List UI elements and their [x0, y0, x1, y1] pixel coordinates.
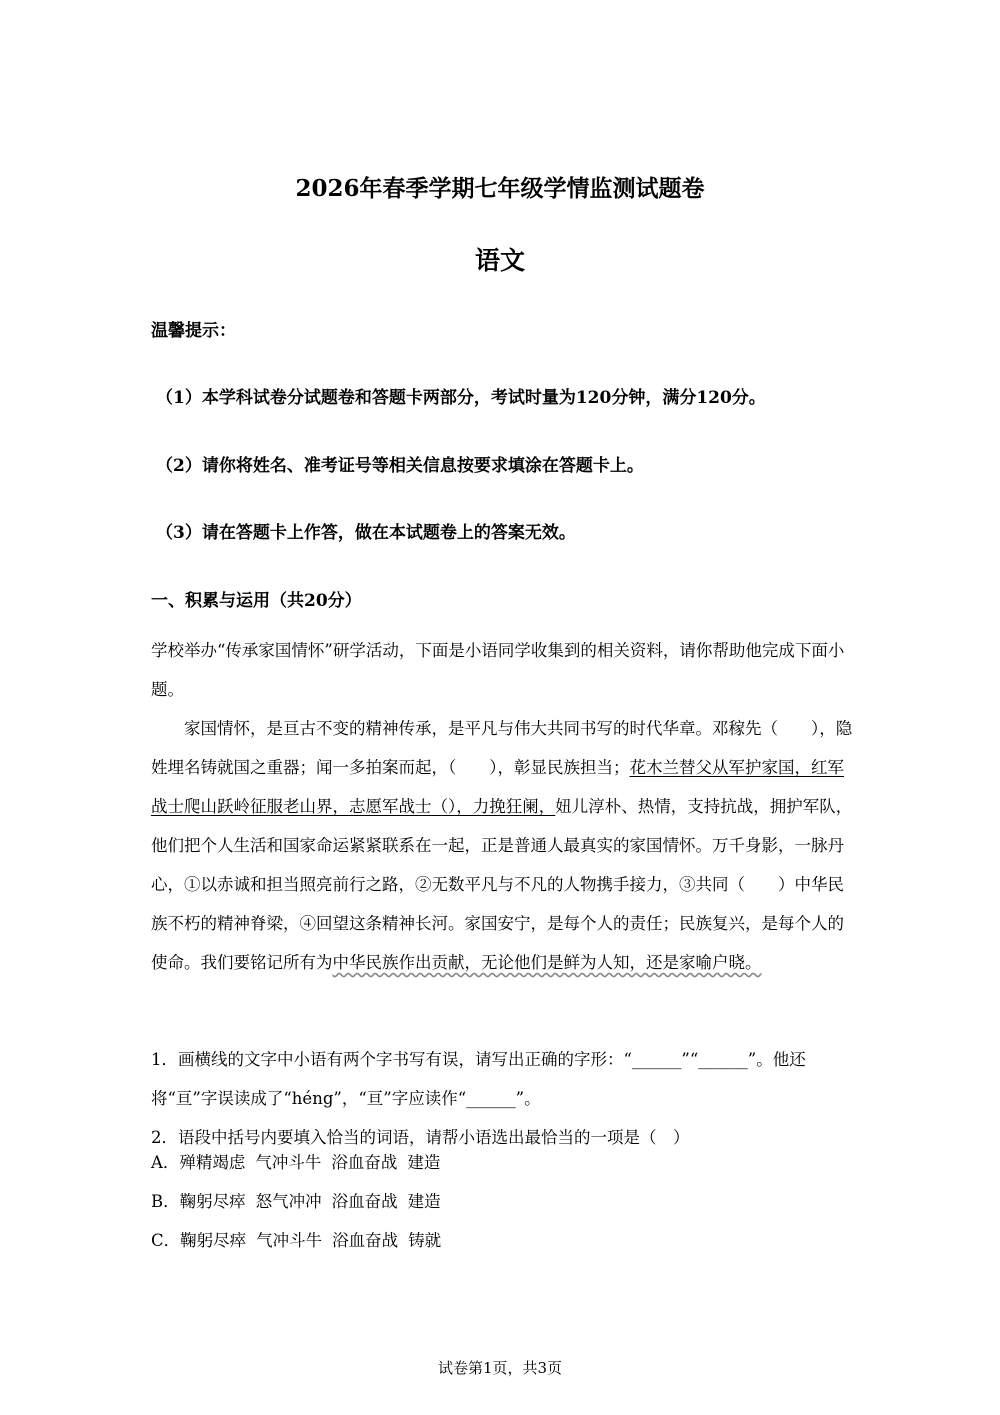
- tip-item-3: （3）请在答题卡上作答，做在本试题卷上的答案无效。: [156, 523, 576, 543]
- exam-title: 2026年春季学期七年级学情监测试题卷: [295, 175, 705, 202]
- intro-text: 学校举办“传承家国情怀”研学活动，下面是小语同学收集到的相关资料，请你帮助他完成下面小题。: [151, 641, 845, 699]
- passage-wavy: 中华民族作出贡献，无论他们是鲜为人知，还是家喻户晓。: [332, 953, 762, 972]
- section-heading: 一、积累与运用（共20分）: [151, 591, 362, 611]
- option-b[interactable]: [151, 1188, 451, 1212]
- option-word: 殚精竭虑: [179, 1153, 246, 1172]
- passage-part-1: 家国情怀，是亘古不变的精神传承，是平凡与伟大共同书写的时代华章。邓稼先（ ），隐姓埋名铸就国之重器；闻一多拍案而起，（ ），彰显民族担当；: [151, 719, 853, 777]
- reading-passage: [151, 709, 857, 982]
- tip-item-1: （1）本学科试卷分试题卷和答题卡两部分，考试时量为120分钟，满分120分。: [156, 388, 766, 408]
- passage-underlined: 花木兰替父从军护家国，红军战士爬山跃岭征服老山界，志愿军战士（），力挽狂阑，: [151, 758, 844, 816]
- tips-label: 温馨提示：: [151, 321, 236, 341]
- option-word: 浴血奋战: [331, 1153, 398, 1172]
- tip-item-2: （2）请你将姓名、准考证号等相关信息按要求填涂在答题卡上。: [156, 456, 644, 476]
- option-c[interactable]: [151, 1227, 451, 1251]
- option-a[interactable]: [151, 1149, 450, 1173]
- option-word: 浴血奋战: [332, 1231, 399, 1250]
- option-word: 铸就: [408, 1231, 442, 1250]
- question-2-text: 2．语段中括号内要填入恰当的词语，请帮小语选出最恰当的一项是（ ）: [151, 1127, 690, 1147]
- option-word: 气冲斗牛: [256, 1231, 323, 1250]
- option-word: 建造: [407, 1153, 441, 1172]
- section-intro: [151, 631, 857, 709]
- passage-part-2: 妞儿淳朴、热情，支持抗战，拥护军队，他们把个人生活和国家命运紧紧联系在一起，正是普通人最真实的家国情怀。万千身影，一脉丹心，①以赤诚和担当照亮前行之路，②无数平凡与不凡的人物携手接力，③共同（ ）中华民族不朽的精神脊梁，④回望这条精神长河。家国安宁，是每个人的责任；民族复兴，是每个人的使命。我们要铭记所有为: [151, 797, 853, 972]
- option-letter: A．: [151, 1153, 180, 1172]
- option-word: 浴血奋战: [331, 1192, 398, 1211]
- page-footer: 试卷第1页，共3页: [437, 1359, 563, 1377]
- option-letter: C．: [151, 1231, 181, 1250]
- option-word: 建造: [407, 1192, 441, 1211]
- option-word: 气冲斗牛: [255, 1153, 322, 1172]
- option-letter: B．: [151, 1192, 180, 1211]
- option-word: 怒气冲冲: [255, 1192, 322, 1211]
- question-1-text: 1．画横线的文字中小语有两个字书写有误，请写出正确的字形：“______”“______”。他还将“亘”字误读成了“héng”，“亘”字应读作“______”。: [151, 1049, 806, 1108]
- option-word: 鞠躬尽瘁: [179, 1192, 246, 1211]
- option-word: 鞠躬尽瘁: [180, 1231, 247, 1250]
- subject-title: 语文: [474, 246, 525, 275]
